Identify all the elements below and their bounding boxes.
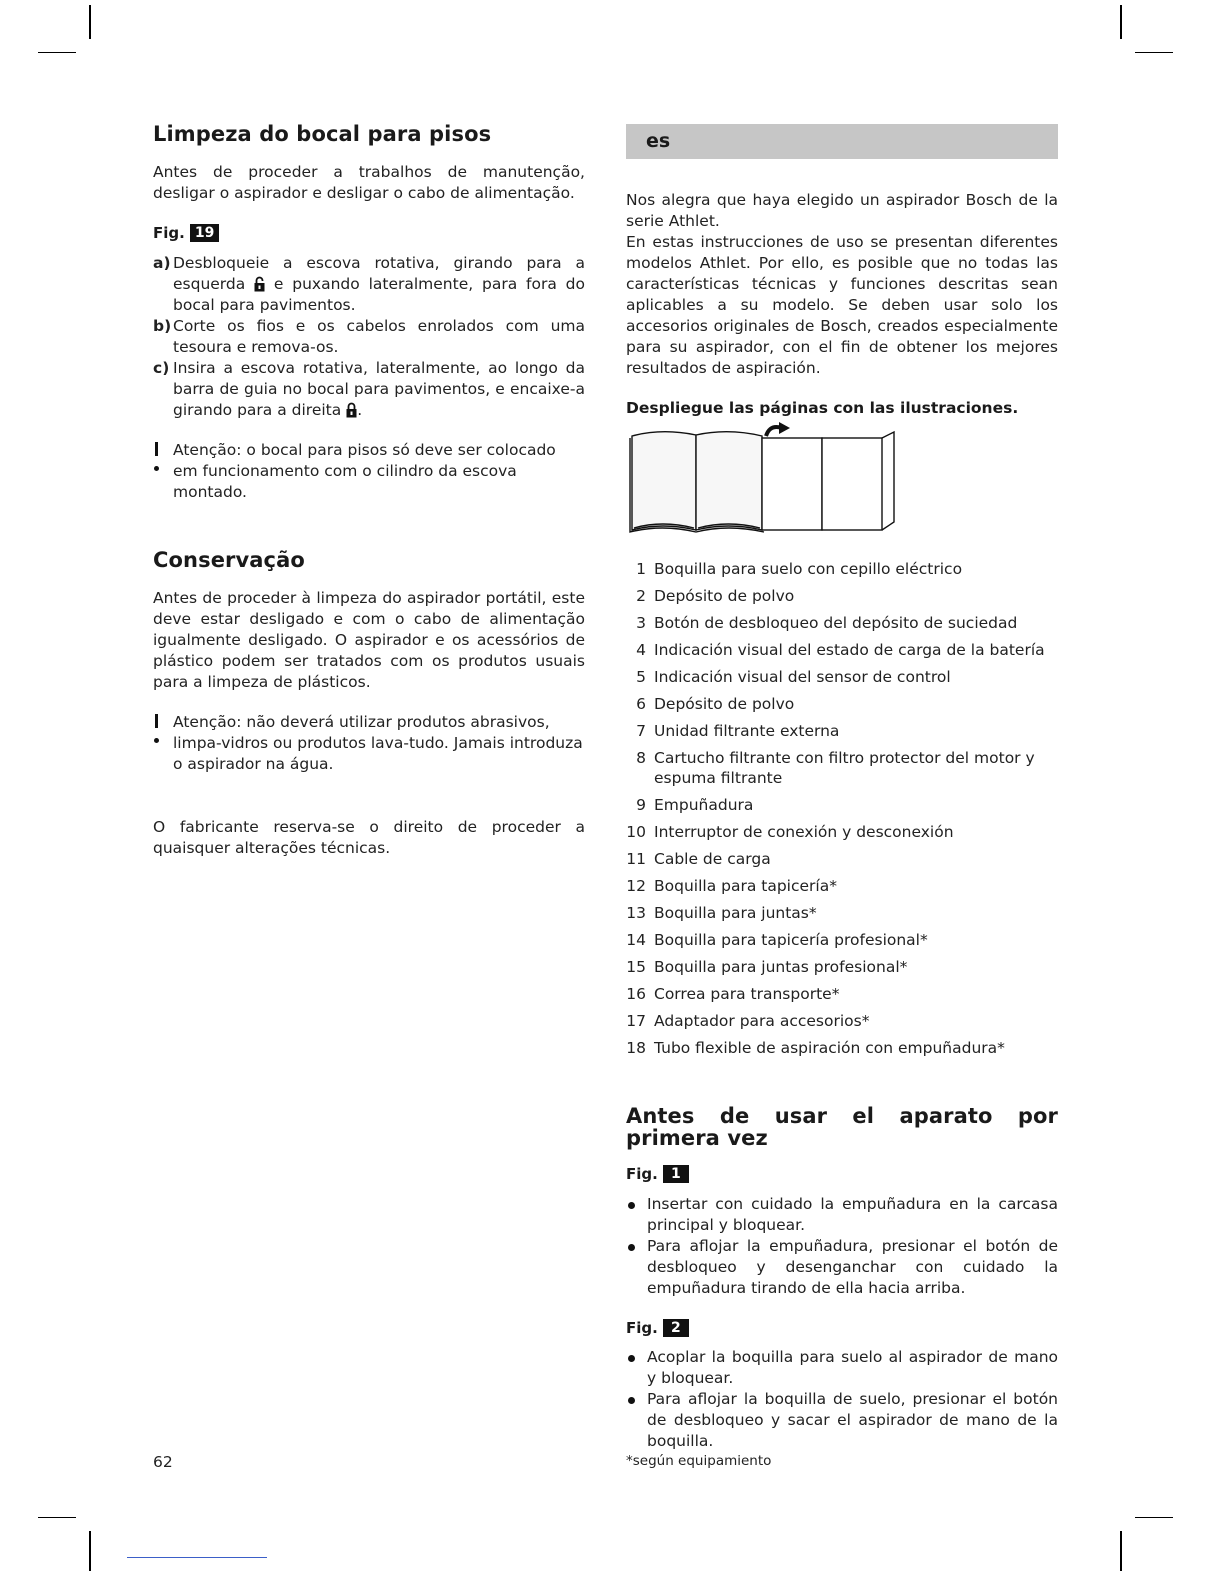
page-number: 62 (153, 1453, 173, 1471)
step-text: Insira a escova rotativa, lateralmente, ao longo da barra de guia no bocal para pavimentos, e encaixe-a girando para a direita (173, 359, 585, 419)
crop-mark (1120, 1531, 1122, 1571)
fig-label: Fig. (153, 224, 185, 242)
list-item: 3 Botón de desbloqueo del depósito de suciedad (636, 614, 1018, 632)
language-header-bar (626, 124, 1058, 159)
limpeza-intro: Antes de proceder a trabalhos de manutenção, desligar o aspirador e desligar o cabo de alimentação. (153, 163, 585, 202)
crop-mark (89, 1531, 91, 1571)
crop-mark (38, 1517, 76, 1518)
fig-label: Fig. (626, 1165, 658, 1183)
fig2-instructions (626, 1347, 1058, 1452)
step-text: . (357, 401, 363, 419)
warning-note (153, 712, 585, 775)
section-title-antes: Antes de usar el aparato por primera vez (626, 1104, 1058, 1150)
warning-note (153, 440, 585, 503)
list-item: Para aflojar la boquilla de suelo, presionar el botón de desbloqueo y sacar el aspirador de mano de la boquilla. (626, 1389, 1058, 1452)
list-item: Para aflojar la empuñadura, presionar el botón de desbloqueo y desenganchar con cuidado la empuñadura tirando de ella hacia arriba. (626, 1236, 1058, 1299)
intro-paragraph: En estas instrucciones de uso se presentan diferentes modelos Athlet. Por ello, es posible que no todas las características técnicas y funciones descritas sean aplicables a su modelo. Se deben usar solo los accesorios originales de Bosch, creados especialmente para su aspirador, con el fin de obtener los mejores resultados de aspiración. (626, 233, 1058, 377)
step-c (153, 358, 585, 421)
figure-ref-1 (626, 1165, 689, 1183)
foldout-pages-illustration (628, 422, 900, 534)
list-item: 11 Cable de carga (626, 850, 771, 868)
intro-paragraph: Nos alegra que haya elegido un aspirador Bosch de la serie Athlet. (626, 191, 1058, 230)
crop-mark (1135, 52, 1173, 53)
link-underline (127, 1557, 267, 1558)
crop-mark (1120, 5, 1122, 39)
fig1-instructions (626, 1194, 1058, 1299)
list-item: 13 Boquilla para juntas* (626, 904, 817, 922)
conservacao-intro: Antes de proceder à limpeza do aspirador portátil, este deve estar desligado e com o cabo de alimentação igualmente desligado. O aspirador e os acessórios de plástico podem ser tratados com os produtos usuais para a limpeza de plásticos. (153, 589, 585, 691)
crop-mark (1135, 1517, 1173, 1518)
section-title-conservacao: Conservação (153, 548, 305, 572)
step-label: a) (153, 254, 171, 272)
step-text: Desbloqueie a escova rotativa, girando para a esquerda (173, 254, 585, 293)
step-text: Corte os fios e os cabelos enrolados com uma tesoura e remova-os. (173, 317, 585, 356)
list-item: 6 Depósito de polvo (636, 695, 795, 713)
figure-ref-2 (626, 1319, 689, 1337)
manufacturer-note: O fabricante reserva-se o direito de proceder a quaisquer alterações técnicas. (153, 818, 585, 857)
list-item: 7 Unidad filtrante externa (636, 722, 840, 740)
step-label: c) (153, 359, 170, 377)
footnote: *según equipamiento (626, 1453, 772, 1469)
step-b (153, 316, 585, 358)
step-a (153, 253, 585, 316)
list-item: 12 Boquilla para tapicería* (626, 877, 837, 895)
list-item: 10 Interruptor de conexión y desconexión (626, 823, 954, 841)
warning-text: Atenção: não deverá utilizar produtos abrasivos, limpa-vidros ou produtos lava-tudo. Jamais introduza o aspirador na água. (173, 713, 583, 773)
list-item: Insertar con cuidado la empuñadura en la carcasa principal y bloquear. (626, 1194, 1058, 1236)
fig-number: 1 (663, 1165, 689, 1183)
crop-mark (38, 52, 76, 53)
fig-number: 2 (663, 1319, 689, 1337)
fig-label: Fig. (626, 1319, 658, 1337)
section-title-limpeza: Limpeza do bocal para pisos (153, 122, 492, 146)
list-item: 2 Depósito de polvo (636, 587, 795, 605)
warning-icon (153, 442, 159, 471)
parts-list (626, 559, 1058, 1065)
list-item: Acoplar la boquilla para suelo al aspirador de mano y bloquear. (626, 1347, 1058, 1389)
warning-text: Atenção: o bocal para pisos só deve ser colocado em funcionamento com o cilindro da escova montado. (173, 441, 556, 501)
unfold-pages-heading: Despliegue las páginas con las ilustraciones. (626, 399, 1019, 417)
list-item: 14 Boquilla para tapicería profesional* (626, 931, 928, 949)
list-item: 16 Correa para transporte* (626, 985, 840, 1003)
warning-icon (153, 714, 159, 743)
list-item: 17 Adaptador para accesorios* (626, 1012, 870, 1030)
list-item: 5 Indicación visual del sensor de control (636, 668, 951, 686)
list-item: 9 Empuñadura (636, 796, 754, 814)
figure-ref-19 (153, 224, 219, 242)
list-item: 18 Tubo flexible de aspiración con empuñadura* (626, 1039, 1005, 1057)
crop-mark (89, 5, 91, 39)
unlock-icon (254, 276, 265, 292)
list-item: 1 Boquilla para suelo con cepillo eléctrico (636, 560, 963, 578)
lock-icon (346, 402, 357, 418)
step-text: e puxando lateralmente, para fora do bocal para pavimentos. (173, 275, 585, 314)
list-item: 15 Boquilla para juntas profesional* (626, 958, 908, 976)
list-item: 8 Cartucho filtrante con filtro protector del motor y espuma filtrante (636, 749, 1035, 787)
list-item: 4 Indicación visual del estado de carga de la batería (636, 641, 1045, 659)
fig-number: 19 (190, 224, 219, 242)
step-label: b) (153, 317, 172, 335)
language-code: es (646, 130, 671, 152)
